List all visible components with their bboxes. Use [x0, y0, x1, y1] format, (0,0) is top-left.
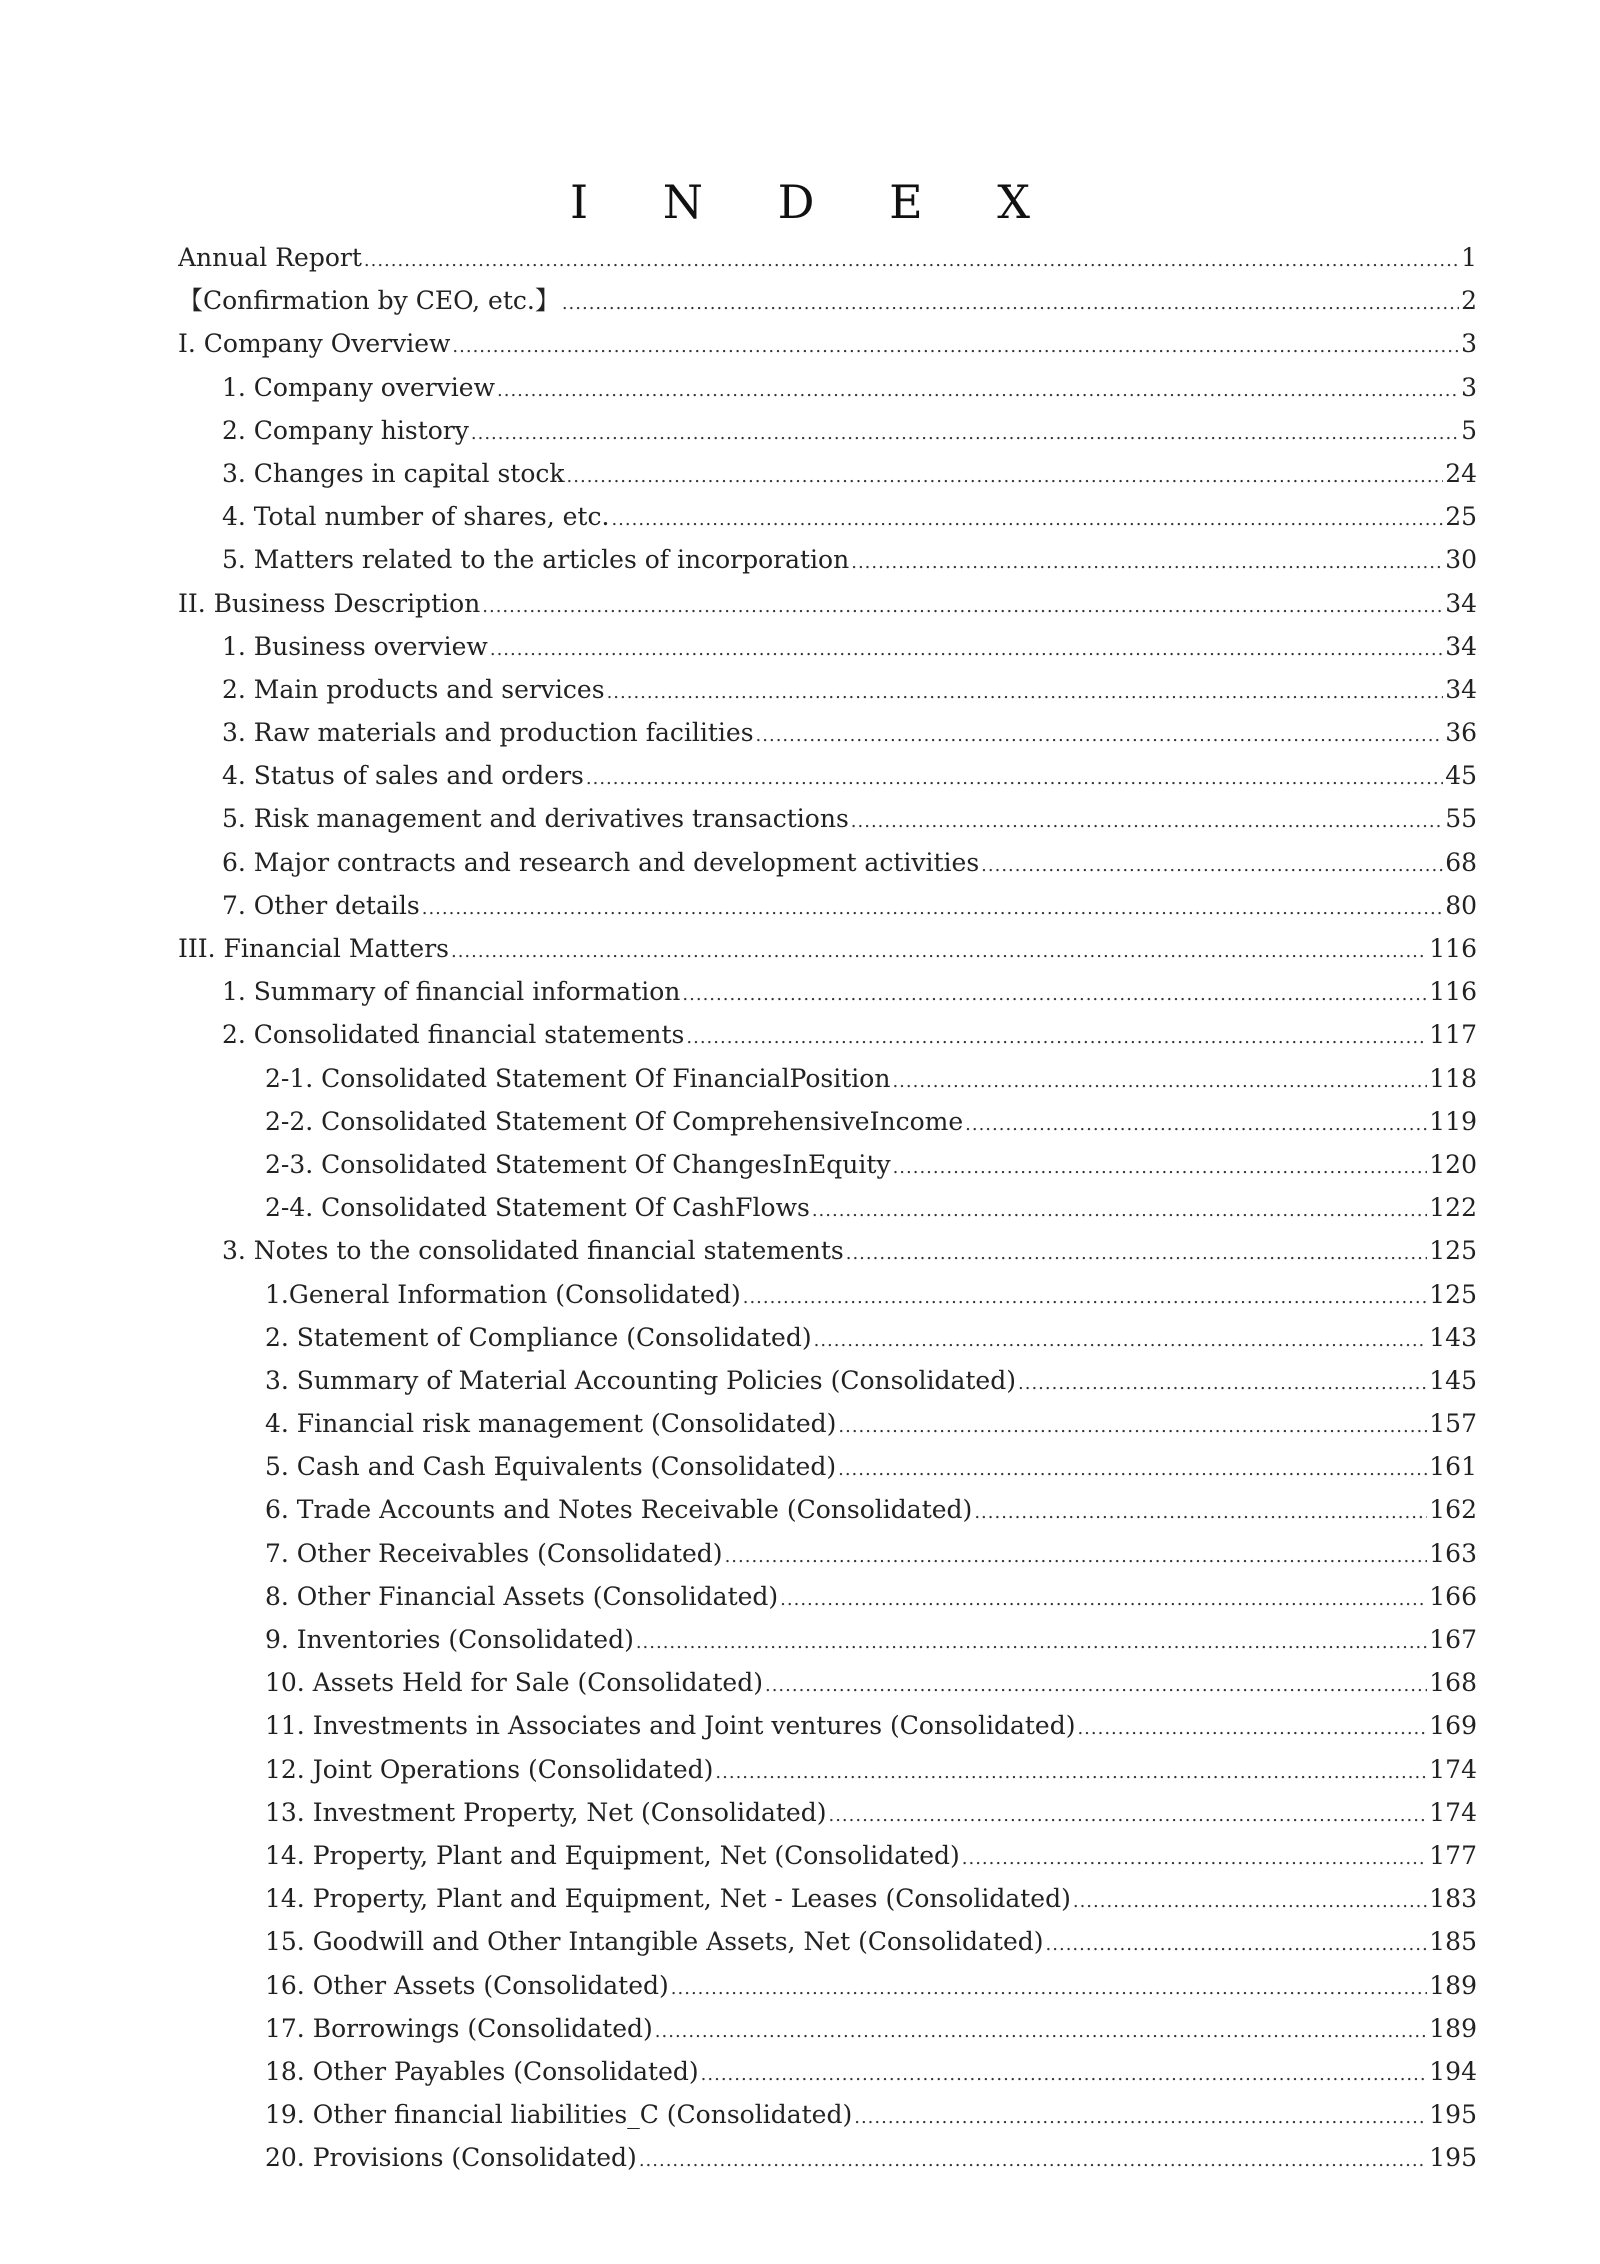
- toc-entry-page-number: 161: [1429, 1452, 1477, 1482]
- toc-entry-page-number: 80: [1445, 890, 1477, 920]
- toc-dot-leader: [846, 1232, 1428, 1272]
- toc-entry-label: 15. Goodwill and Other Intangible Assets, Net (Consolidated): [265, 1927, 1044, 1957]
- toc-dot-leader: [562, 282, 1459, 322]
- toc-dot-leader: [1046, 1923, 1428, 1963]
- toc-entry-page-number: 5: [1461, 415, 1477, 445]
- toc-entry[interactable]: [178, 754, 1477, 797]
- toc-entry[interactable]: [178, 1359, 1477, 1402]
- toc-dot-leader: [981, 844, 1443, 884]
- toc-entry[interactable]: [178, 1402, 1477, 1445]
- toc-entry-label: 2-2. Consolidated Statement Of ComprehensiveIncome: [265, 1106, 964, 1136]
- toc-dot-leader: [701, 2053, 1428, 2093]
- toc-entry[interactable]: [178, 927, 1477, 970]
- toc-entry-label: 19. Other financial liabilities_C (Consolidated): [265, 2100, 853, 2130]
- toc-entry-label: I. Company Overview: [178, 329, 451, 359]
- toc-entry[interactable]: [178, 1229, 1477, 1272]
- toc-entry-label: 4. Total number of shares, etc.: [222, 502, 610, 532]
- toc-dot-leader: [1077, 1707, 1427, 1747]
- toc-entry[interactable]: [178, 711, 1477, 754]
- toc-dot-leader: [838, 1405, 1427, 1445]
- toc-entry[interactable]: [178, 2136, 1477, 2179]
- toc-entry[interactable]: [178, 1273, 1477, 1316]
- toc-entry-page-number: 34: [1445, 631, 1477, 661]
- toc-entry-label: 7. Other details: [222, 890, 420, 920]
- toc-dot-leader: [838, 1448, 1427, 1488]
- toc-entry[interactable]: [178, 495, 1477, 538]
- toc-entry[interactable]: [178, 1704, 1477, 1747]
- toc-entry[interactable]: [178, 2007, 1477, 2050]
- toc-entry-label: 10. Assets Held for Sale (Consolidated): [265, 1668, 763, 1698]
- toc-dot-leader: [893, 1146, 1428, 1186]
- toc-entry-page-number: 2: [1461, 286, 1477, 316]
- toc-dot-leader: [482, 585, 1443, 625]
- toc-entry-page-number: 189: [1429, 1970, 1477, 2000]
- toc-entry-label: 4. Status of sales and orders: [222, 761, 584, 791]
- toc-dot-leader: [851, 800, 1443, 840]
- toc-entry[interactable]: [178, 2050, 1477, 2093]
- toc-entry[interactable]: [178, 1013, 1477, 1056]
- toc-entry-label: 5. Cash and Cash Equivalents (Consolidated): [265, 1452, 837, 1482]
- toc-dot-leader: [854, 2096, 1427, 2136]
- toc-dot-leader: [715, 1751, 1427, 1791]
- toc-entry-page-number: 163: [1429, 1538, 1477, 1568]
- toc-entry[interactable]: [178, 1100, 1477, 1143]
- toc-entry-label: 6. Trade Accounts and Notes Receivable (Consolidated): [265, 1495, 973, 1525]
- toc-entry-page-number: 166: [1429, 1581, 1477, 1611]
- page-title: I N D E X: [569, 174, 1061, 229]
- toc-dot-leader: [814, 1319, 1428, 1359]
- toc-entry-page-number: 30: [1445, 545, 1477, 575]
- toc-entry[interactable]: [178, 970, 1477, 1013]
- toc-entry-page-number: 125: [1429, 1279, 1477, 1309]
- toc-entry-page-number: 167: [1429, 1625, 1477, 1654]
- toc-dot-leader: [586, 757, 1443, 797]
- toc-dot-leader: [974, 1491, 1427, 1531]
- toc-dot-leader: [497, 369, 1459, 409]
- toc-entry-page-number: 195: [1429, 2100, 1477, 2130]
- toc-dot-leader: [743, 1276, 1428, 1316]
- toc-entry[interactable]: [178, 582, 1477, 625]
- toc-entry-label: 3. Summary of Material Accounting Policies (Consolidated): [265, 1365, 1016, 1395]
- toc-entry[interactable]: [178, 1575, 1477, 1618]
- toc-dot-leader: [765, 1664, 1427, 1704]
- toc-entry-page-number: 194: [1429, 2056, 1477, 2086]
- toc-entry-page-number: 45: [1445, 761, 1477, 791]
- toc-dot-leader: [682, 973, 1427, 1013]
- toc-entry[interactable]: [178, 1057, 1477, 1100]
- toc-entry-page-number: 34: [1445, 588, 1477, 618]
- toc-entry-page-number: 116: [1429, 934, 1477, 963]
- toc-entry[interactable]: [178, 2093, 1477, 2136]
- toc-dot-leader: [965, 1103, 1427, 1143]
- toc-dot-leader: [490, 628, 1443, 668]
- toc-entry-label: 3. Raw materials and production facilities: [222, 718, 754, 748]
- toc-entry-label: II. Business Description: [178, 588, 481, 618]
- toc-entry-label: 16. Other Assets (Consolidated): [265, 1970, 669, 2000]
- table-of-contents: [178, 236, 1477, 2179]
- toc-dot-leader: [607, 671, 1444, 711]
- toc-entry-page-number: 157: [1429, 1409, 1477, 1439]
- toc-dot-leader: [1073, 1880, 1427, 1920]
- toc-entry-label: 12. Joint Operations (Consolidated): [265, 1754, 714, 1784]
- toc-entry[interactable]: [178, 884, 1477, 927]
- toc-dot-leader: [962, 1837, 1428, 1877]
- toc-entry-page-number: 55: [1445, 804, 1477, 834]
- toc-entry[interactable]: [178, 1964, 1477, 2007]
- toc-entry-label: 9. Inventories (Consolidated): [265, 1625, 634, 1654]
- toc-dot-leader: [851, 541, 1443, 581]
- toc-entry-label: 18. Other Payables (Consolidated): [265, 2056, 699, 2086]
- toc-dot-leader: [1018, 1362, 1427, 1402]
- toc-dot-leader: [567, 455, 1444, 495]
- toc-entry[interactable]: [178, 1661, 1477, 1704]
- toc-dot-leader: [828, 1794, 1427, 1834]
- toc-entry[interactable]: [178, 841, 1477, 884]
- toc-entry-label: 14. Property, Plant and Equipment, Net - Leases (Consolidated): [265, 1884, 1071, 1914]
- toc-entry-page-number: 169: [1429, 1711, 1477, 1741]
- toc-entry-label: 2. Consolidated financial statements: [222, 1020, 685, 1050]
- toc-entry-label: 5. Risk management and derivatives transactions: [222, 804, 849, 834]
- toc-entry-page-number: 143: [1429, 1322, 1477, 1352]
- toc-entry-label: 6. Major contracts and research and development activities: [222, 847, 980, 877]
- toc-entry-page-number: 36: [1445, 718, 1477, 748]
- toc-entry[interactable]: [178, 1618, 1477, 1661]
- toc-entry-label: 8. Other Financial Assets (Consolidated): [265, 1581, 779, 1611]
- toc-entry-page-number: 24: [1445, 458, 1477, 488]
- toc-entry-label: 1. Summary of financial information: [222, 977, 681, 1007]
- toc-entry-label: 7. Other Receivables (Consolidated): [265, 1538, 723, 1568]
- toc-entry[interactable]: [178, 625, 1477, 668]
- toc-entry-label: 2. Company history: [222, 415, 469, 445]
- toc-entry[interactable]: [178, 1445, 1477, 1488]
- toc-entry[interactable]: [178, 1186, 1477, 1229]
- toc-dot-leader: [636, 1621, 1427, 1661]
- toc-entry-label: 【Confirmation by CEO, etc.】: [178, 286, 560, 316]
- toc-dot-leader: [892, 1060, 1427, 1100]
- toc-dot-leader: [725, 1535, 1428, 1575]
- toc-entry-page-number: 177: [1429, 1840, 1477, 1870]
- toc-entry-label: 2-3. Consolidated Statement Of ChangesInEquity: [265, 1149, 891, 1179]
- toc-entry-page-number: 118: [1429, 1063, 1477, 1093]
- toc-entry-page-number: 68: [1445, 847, 1477, 877]
- toc-entry-page-number: 25: [1445, 502, 1477, 532]
- toc-entry-page-number: 125: [1429, 1236, 1477, 1266]
- toc-entry[interactable]: [178, 1748, 1477, 1791]
- toc-entry-label: 3. Changes in capital stock: [222, 458, 565, 488]
- toc-entry[interactable]: [178, 1877, 1477, 1920]
- toc-entry-page-number: 3: [1461, 372, 1477, 402]
- toc-entry-label: 2. Main products and services: [222, 674, 605, 704]
- toc-entry-page-number: 183: [1429, 1884, 1477, 1914]
- toc-entry-label: 1.General Information (Consolidated): [265, 1279, 741, 1309]
- toc-dot-leader: [451, 930, 1427, 970]
- toc-dot-leader: [655, 2010, 1428, 2050]
- toc-entry[interactable]: [178, 538, 1477, 581]
- toc-dot-leader: [756, 714, 1444, 754]
- toc-entry-page-number: 174: [1429, 1754, 1477, 1784]
- toc-entry-label: 1. Company overview: [222, 372, 495, 402]
- toc-entry[interactable]: [178, 1316, 1477, 1359]
- toc-entry-page-number: 195: [1429, 2143, 1477, 2173]
- toc-entry-page-number: 189: [1429, 2013, 1477, 2043]
- toc-entry[interactable]: [178, 1791, 1477, 1834]
- toc-entry-label: III. Financial Matters: [178, 934, 449, 963]
- toc-entry[interactable]: [178, 409, 1477, 452]
- toc-entry[interactable]: [178, 1143, 1477, 1186]
- toc-entry-page-number: 117: [1429, 1020, 1477, 1050]
- toc-dot-leader: [671, 1967, 1427, 2007]
- toc-entry[interactable]: [178, 1488, 1477, 1531]
- toc-entry-page-number: 174: [1429, 1797, 1477, 1827]
- toc-dot-leader: [452, 325, 1459, 365]
- toc-dot-leader: [780, 1578, 1427, 1618]
- toc-dot-leader: [812, 1189, 1427, 1229]
- toc-entry[interactable]: [178, 322, 1477, 365]
- toc-dot-leader: [364, 239, 1459, 279]
- toc-entry-page-number: 34: [1445, 674, 1477, 704]
- toc-entry-page-number: 120: [1429, 1149, 1477, 1179]
- toc-entry-label: 2-4. Consolidated Statement Of CashFlows: [265, 1193, 810, 1223]
- toc-entry-page-number: 145: [1429, 1365, 1477, 1395]
- toc-dot-leader: [639, 2139, 1427, 2179]
- toc-dot-leader: [471, 412, 1459, 452]
- toc-entry-label: 13. Investment Property, Net (Consolidated): [265, 1797, 827, 1827]
- toc-entry-label: 4. Financial risk management (Consolidated): [265, 1409, 837, 1439]
- toc-entry-page-number: 185: [1429, 1927, 1477, 1957]
- toc-entry-label: 2-1. Consolidated Statement Of FinancialPosition: [265, 1063, 891, 1093]
- toc-entry-label: 3. Notes to the consolidated financial statements: [222, 1236, 844, 1266]
- toc-entry-page-number: 1: [1461, 243, 1477, 272]
- toc-entry-page-number: 162: [1429, 1495, 1477, 1525]
- toc-entry-label: Annual Report: [178, 243, 362, 272]
- toc-entry-label: 14. Property, Plant and Equipment, Net (Consolidated): [265, 1840, 960, 1870]
- toc-entry[interactable]: [178, 279, 1477, 322]
- toc-entry-page-number: 122: [1429, 1193, 1477, 1223]
- toc-entry[interactable]: [178, 668, 1477, 711]
- toc-entry[interactable]: [178, 1532, 1477, 1575]
- toc-entry-page-number: 168: [1429, 1668, 1477, 1698]
- toc-entry-label: 1. Business overview: [222, 631, 488, 661]
- toc-entry-page-number: 116: [1429, 977, 1477, 1007]
- toc-entry-label: 2. Statement of Compliance (Consolidated): [265, 1322, 812, 1352]
- toc-entry-label: 5. Matters related to the articles of incorporation: [222, 545, 850, 575]
- toc-entry-label: 17. Borrowings (Consolidated): [265, 2013, 653, 2043]
- toc-entry[interactable]: [178, 797, 1477, 840]
- toc-entry[interactable]: [178, 366, 1477, 409]
- toc-entry[interactable]: [178, 236, 1477, 279]
- toc-entry-page-number: 3: [1461, 329, 1477, 359]
- toc-entry-label: 20. Provisions (Consolidated): [265, 2143, 637, 2173]
- toc-entry-label: 11. Investments in Associates and Joint ventures (Consolidated): [265, 1711, 1076, 1741]
- toc-entry[interactable]: [178, 1834, 1477, 1877]
- toc-entry[interactable]: [178, 452, 1477, 495]
- toc-dot-leader: [611, 498, 1443, 538]
- toc-entry[interactable]: [178, 1920, 1477, 1963]
- toc-dot-leader: [422, 887, 1443, 927]
- toc-dot-leader: [686, 1016, 1427, 1056]
- toc-entry-page-number: 119: [1429, 1106, 1477, 1136]
